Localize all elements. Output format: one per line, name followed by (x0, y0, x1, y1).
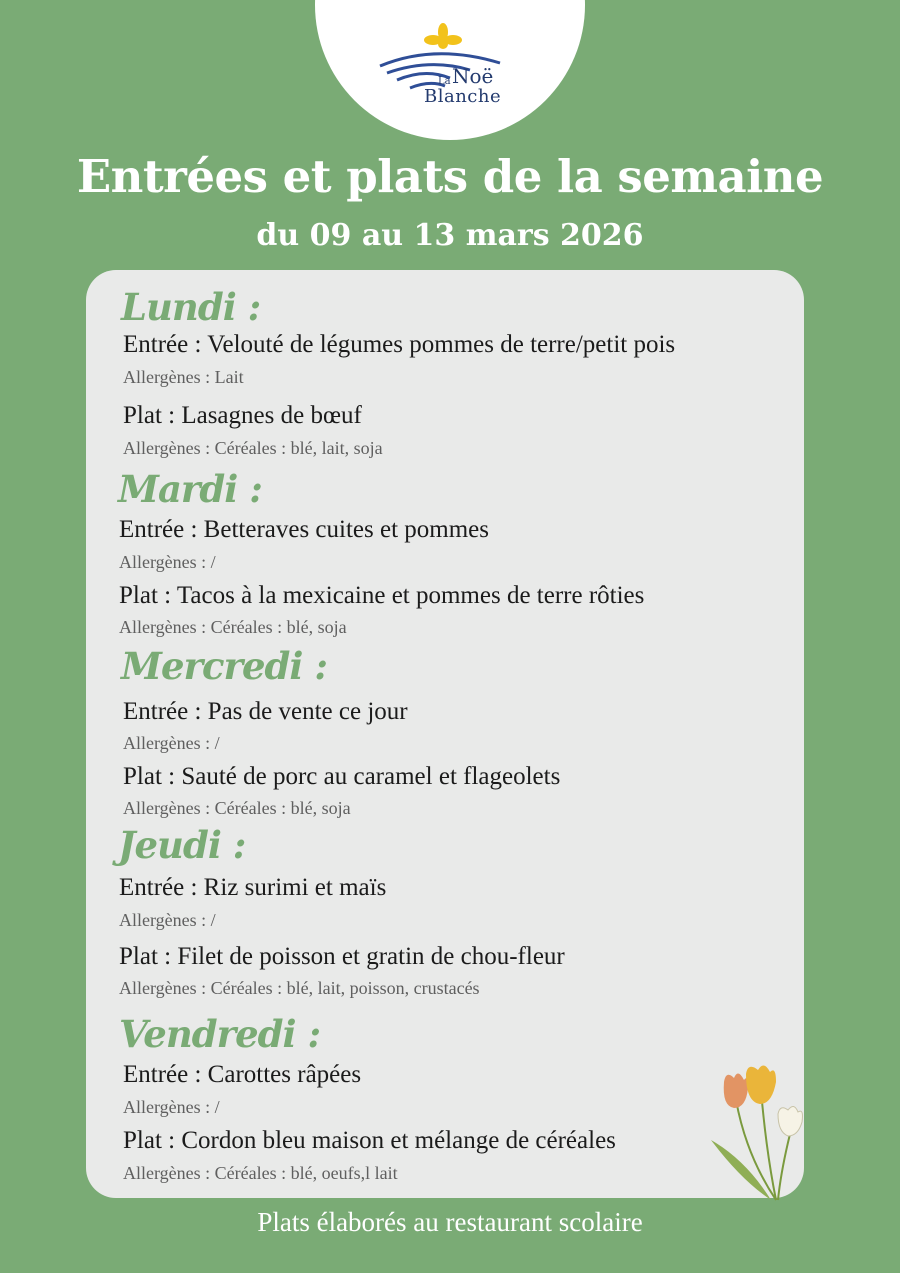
day-heading-lundi: Lundi : (121, 285, 261, 329)
plat-vendredi: Plat : Cordon bleu maison et mélange de céréales (123, 1127, 616, 1154)
plat-allergens-vendredi: Allergènes : Céréales : blé, oeufs,l lait (123, 1163, 398, 1183)
entree-lundi: Entrée : Velouté de légumes pommes de terre/petit pois (123, 331, 676, 358)
entree-allergens-mardi: Allergènes : / (119, 552, 216, 572)
logo-text-blanche: Blanche (424, 86, 502, 107)
plat-lundi: Plat : Lasagnes de bœuf (123, 402, 362, 429)
entree-mardi: Entrée : Betteraves cuites et pommes (119, 516, 490, 543)
logo-text-la: La (438, 76, 451, 87)
plat-allergens-jeudi: Allergènes : Céréales : blé, lait, poisson, crustacés (119, 978, 480, 998)
entree-allergens-mercredi: Allergènes : / (123, 733, 220, 753)
footer-note: Plats élaborés au restaurant scolaire (257, 1207, 643, 1237)
entree-allergens-vendredi: Allergènes : / (123, 1097, 220, 1117)
plat-allergens-mardi: Allergènes : Céréales : blé, soja (119, 617, 347, 637)
tulips-icon (706, 1060, 816, 1205)
plat-mardi: Plat : Tacos à la mexicaine et pommes de terre rôties (119, 582, 645, 609)
entree-jeudi: Entrée : Riz surimi et maïs (119, 874, 387, 901)
plat-mercredi: Plat : Sauté de porc au caramel et flageolets (123, 763, 561, 790)
day-heading-mercredi: Mercredi : (121, 644, 328, 688)
plat-jeudi: Plat : Filet de poisson et gratin de chou-fleur (119, 943, 565, 970)
entree-allergens-jeudi: Allergènes : / (119, 910, 216, 930)
day-heading-vendredi: Vendredi : (119, 1012, 321, 1056)
plat-allergens-lundi: Allergènes : Céréales : blé, lait, soja (123, 438, 383, 458)
entree-vendredi: Entrée : Carottes râpées (123, 1061, 362, 1088)
entree-mercredi: Entrée : Pas de vente ce jour (123, 698, 408, 725)
day-heading-jeudi: Jeudi : (118, 823, 246, 867)
page-title: Entrées et plats de la semaine (76, 150, 824, 203)
logo-text-noe: Noë (452, 64, 494, 88)
entree-allergens-lundi: Allergènes : Lait (123, 367, 244, 387)
plat-allergens-mercredi: Allergènes : Céréales : blé, soja (123, 798, 351, 818)
day-heading-mardi: Mardi : (118, 467, 262, 511)
page-subtitle: du 09 au 13 mars 2026 (256, 218, 644, 253)
